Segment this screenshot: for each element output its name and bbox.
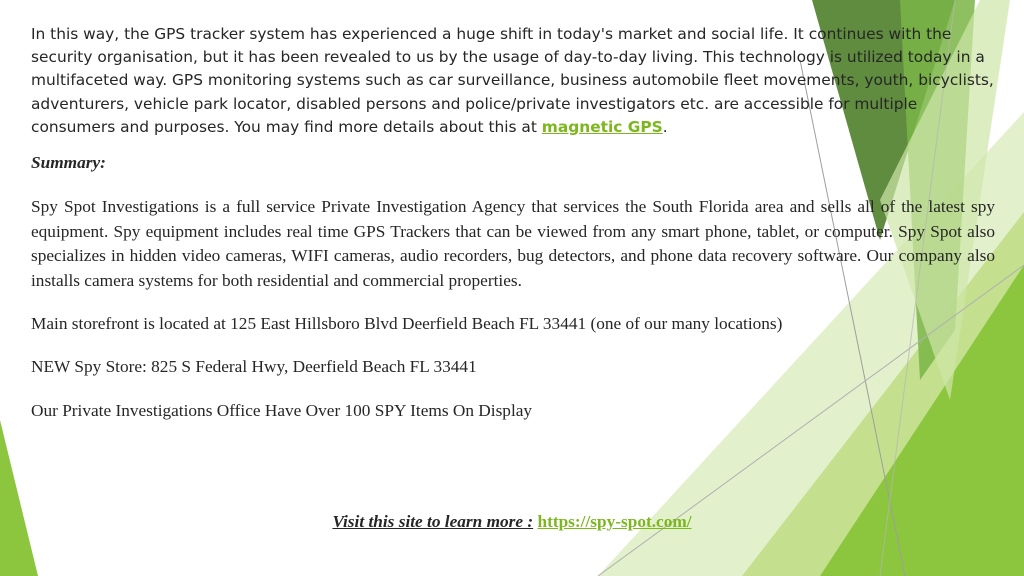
visit-site-line xyxy=(0,512,1024,532)
spy-spot-link[interactable]: https://spy-spot.com/ xyxy=(537,512,692,531)
summary-heading: Summary: xyxy=(31,153,106,172)
intro-text: In this way, the GPS tracker system has experienced a huge shift in today's market and social life. It continues with the security organisation, but it has been revealed to us by the usage of day-to-day living. This technology is utilized today in a multifaceted way. GPS monitoring systems such as car surveillance, business automobile fleet movements, youth, bicyclists, adventurers, vehicle park locator, disabled persons and police/private investigators etc. are accessible for multiple consumers and purposes. You may find more details about this at xyxy=(31,25,994,136)
magnetic-gps-link[interactable]: magnetic GPS xyxy=(541,117,663,136)
storefront-address: Main storefront is located at 125 East Hillsboro Blvd Deerfield Beach FL 33441 (one of our many locations) xyxy=(31,314,783,333)
summary-paragraph: Spy Spot Investigations is a full service Private Investigation Agency that services the South Florida area and sells all of the latest spy equipment. Spy equipment includes real time GPS Trackers that can be viewed from any smart phone, tablet, or computer. Spy Spot also specializes in hidden video cameras, WIFI cameras, audio recorders, bug detectors, and phone data recovery software. Our company also installs camera systems for both residential and commercial properties. xyxy=(31,197,995,290)
intro-paragraph xyxy=(31,23,999,139)
new-store-address: NEW Spy Store: 825 S Federal Hwy, Deerfield Beach FL 33441 xyxy=(31,357,477,376)
visit-label: Visit this site to learn more : xyxy=(332,512,534,531)
intro-trailing: . xyxy=(662,117,668,136)
office-display-line: Our Private Investigations Office Have Over 100 SPY Items On Display xyxy=(31,401,533,420)
